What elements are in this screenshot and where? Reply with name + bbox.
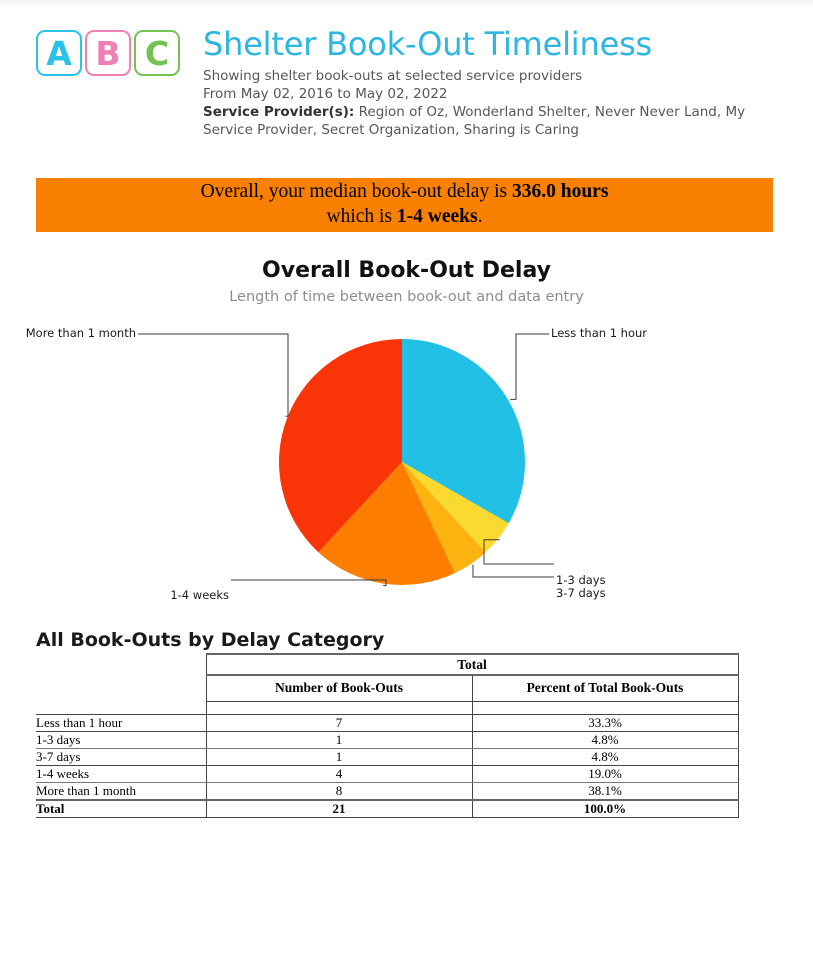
pie-chart-svg xyxy=(0,318,813,613)
column-header-percent: Percent of Total Book-Outs xyxy=(472,675,738,701)
logo-letter-a: A xyxy=(46,33,72,73)
banner-line2-period: . xyxy=(477,206,483,227)
table-row xyxy=(36,714,738,731)
delay-category-table-wrap xyxy=(36,653,738,818)
cell-total-percent: 100.0% xyxy=(472,800,738,818)
banner-line1-prefix: Overall, your median book-out delay is xyxy=(200,181,512,203)
page-title: Shelter Book-Out Timeliness xyxy=(203,25,653,63)
cell-category: 3-7 days xyxy=(36,748,206,765)
leader-line-1-3-days xyxy=(484,540,554,564)
logo-letter-c: C xyxy=(144,33,170,73)
cell-percent: 33.3% xyxy=(472,714,738,731)
logo-block-a xyxy=(36,30,82,76)
table-total-row xyxy=(36,800,738,818)
cell-category: 1-3 days xyxy=(36,731,206,748)
median-delay-banner xyxy=(36,178,773,232)
table-header-gap-row xyxy=(36,701,738,714)
cell-count: 8 xyxy=(206,782,472,800)
table-corner-cell xyxy=(36,654,206,675)
cell-category: Less than 1 hour xyxy=(36,714,206,731)
pie-slice-group xyxy=(279,339,525,585)
cell-count: 7 xyxy=(206,714,472,731)
banner-median-bucket: 1-4 weeks xyxy=(396,206,478,227)
label-less-than-1-hour: Less than 1 hour xyxy=(551,326,648,340)
table-row xyxy=(36,748,738,765)
table-column-header-row xyxy=(36,675,738,701)
cell-count: 4 xyxy=(206,765,472,782)
label-1-4-weeks: 1-4 weeks xyxy=(170,588,229,602)
leader-line-more-than-1-month xyxy=(138,334,288,416)
header-subtitle-scope: Showing shelter book-outs at selected service providers xyxy=(203,67,583,84)
table-head xyxy=(36,654,738,714)
table-gap-cat xyxy=(36,701,206,714)
cell-percent: 19.0% xyxy=(472,765,738,782)
cell-total-label: Total xyxy=(36,800,206,818)
banner-median-hours: 336.0 hours xyxy=(511,181,609,203)
label-3-7-days: 3-7 days xyxy=(556,586,606,600)
cell-count: 1 xyxy=(206,748,472,765)
header-subtitle-daterange: From May 02, 2016 to May 02, 2022 xyxy=(203,85,448,102)
table-corner-cell-2 xyxy=(36,675,206,701)
table-row xyxy=(36,731,738,748)
cell-count: 1 xyxy=(206,731,472,748)
header-service-providers xyxy=(203,104,777,140)
table-group-header-row xyxy=(36,654,738,675)
table-row xyxy=(36,765,738,782)
table-title: All Book-Outs by Delay Category xyxy=(36,629,385,651)
leader-line-less-than-1-hour xyxy=(510,334,549,399)
header-text-block xyxy=(203,26,777,140)
service-provider-label: Service Provider(s): xyxy=(203,103,355,120)
cell-percent: 4.8% xyxy=(472,731,738,748)
abc-logo xyxy=(36,30,180,76)
leader-line-1-4-weeks xyxy=(231,580,386,586)
top-gradient-band xyxy=(0,0,813,8)
delay-category-table xyxy=(36,653,739,818)
logo-letter-b: B xyxy=(95,33,121,73)
label-more-than-1-month: More than 1 month xyxy=(25,326,136,340)
table-body xyxy=(36,714,738,817)
banner-line2-prefix: which is xyxy=(326,206,397,227)
column-header-count: Number of Book-Outs xyxy=(206,675,472,701)
banner-text xyxy=(201,180,609,230)
logo-block-c xyxy=(134,30,180,76)
chart-subtitle: Length of time between book-out and data entry xyxy=(229,289,584,305)
table-row xyxy=(36,782,738,800)
pie-chart xyxy=(0,318,813,613)
cell-percent: 38.1% xyxy=(472,782,738,800)
cell-percent: 4.8% xyxy=(472,748,738,765)
table-group-header-total: Total xyxy=(206,654,738,675)
logo-block-b xyxy=(85,30,131,76)
table-gap-num xyxy=(206,701,472,714)
label-1-3-days: 1-3 days xyxy=(556,573,606,587)
table-gap-pct xyxy=(472,701,738,714)
chart-title: Overall Book-Out Delay xyxy=(262,258,551,283)
cell-total-count: 21 xyxy=(206,800,472,818)
cell-category: More than 1 month xyxy=(36,782,206,800)
service-provider-value: Region of Oz, Wonderland Shelter, Never Never Land, My Service Provider, Secret Organization, Sharing is Caring xyxy=(203,103,746,138)
cell-category: 1-4 weeks xyxy=(36,765,206,782)
report-header xyxy=(36,26,777,140)
leader-line-3-7-days xyxy=(472,565,554,577)
